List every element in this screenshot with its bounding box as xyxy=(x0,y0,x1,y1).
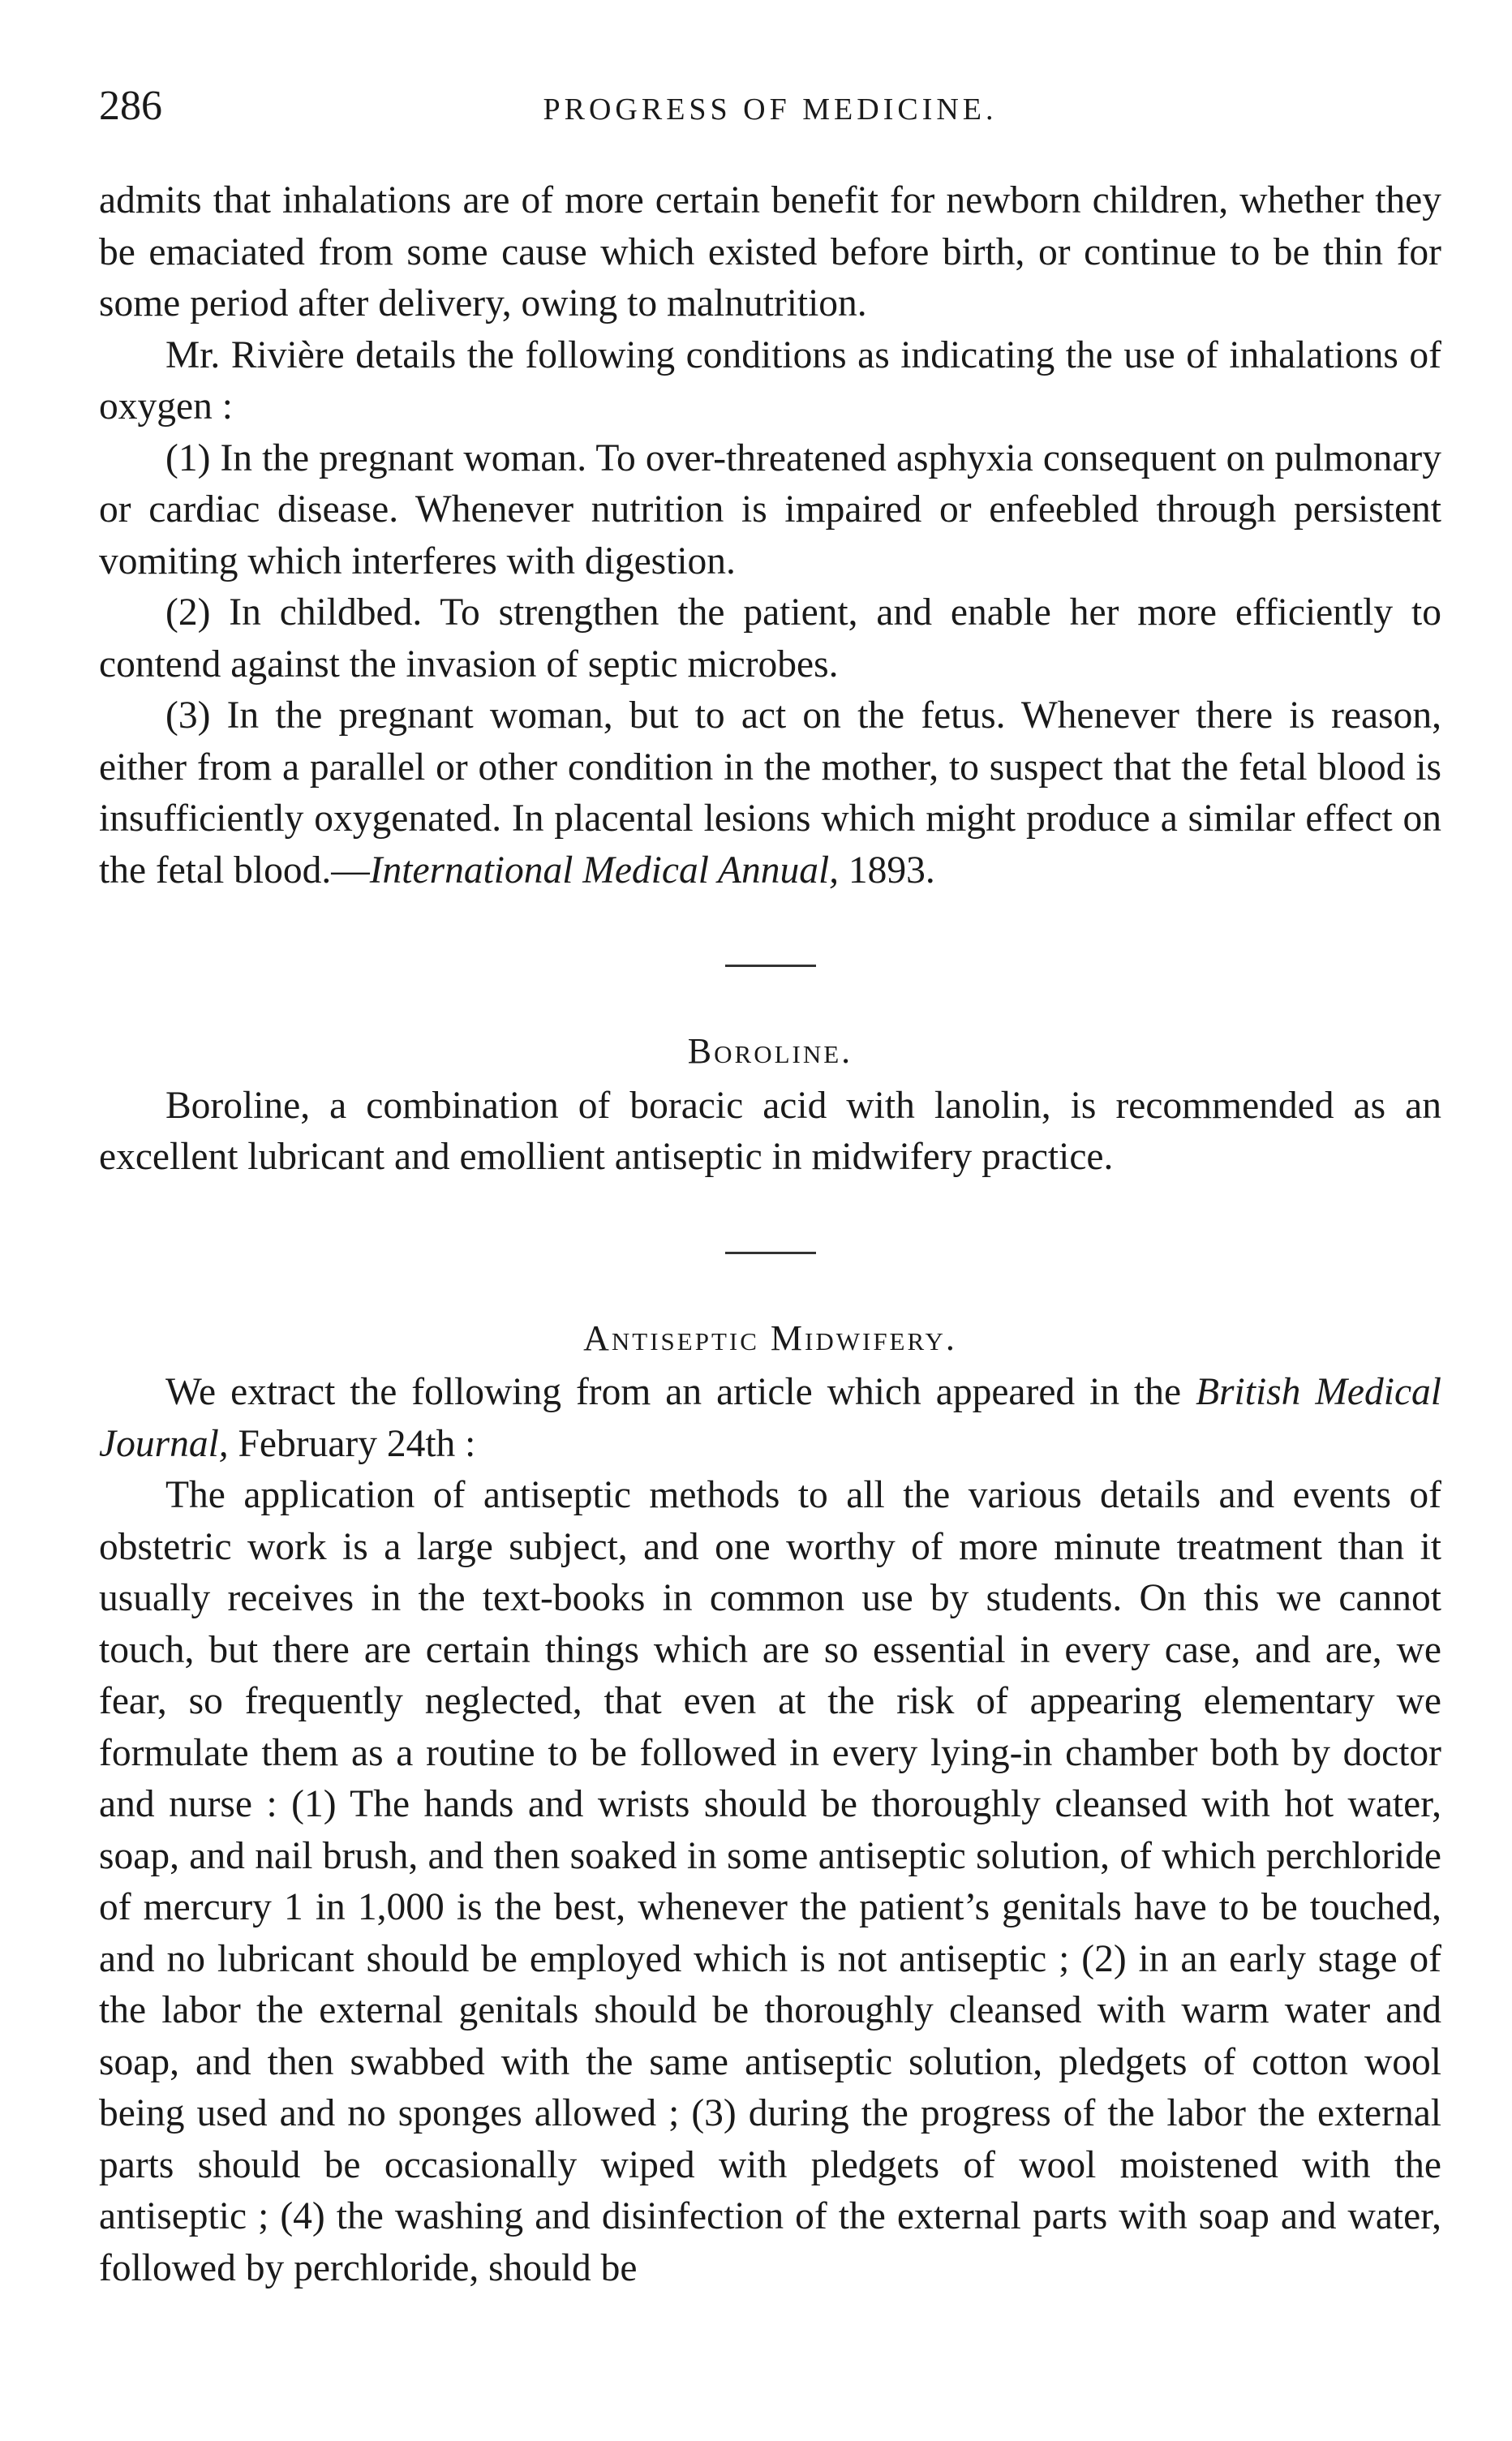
section-heading-antiseptic-midwifery: Antiseptic Midwifery. xyxy=(583,1317,957,1358)
oxygen-condition-1: (1) In the pregnant woman. To over-threatened asphyxia consequent on pulmonary or cardiac disease. Whenever nutrition is impaired or enfeebled through persistent vomiting which interferes with digestion. xyxy=(99,436,1441,582)
page-body xyxy=(99,175,1441,2294)
page-number: 286 xyxy=(99,83,162,129)
citation-source: International Medical Annual, xyxy=(369,849,840,892)
journal-title: British Medical Journal, xyxy=(99,1371,1441,1465)
section-heading-boroline: Boroline. xyxy=(687,1031,853,1071)
citation-year: 1893. xyxy=(839,849,935,892)
oxygen-paragraph-continued: admits that inhalations are of more certain benefit for newborn children, whether they be emaciated from some cause which existed before birth, or continue to be thin for some period after delivery, owing to malnutrition. xyxy=(99,179,1441,324)
oxygen-condition-2: (2) In childbed. To strengthen the patient, and enable her more efficiently to contend against the invasion of septic microbes. xyxy=(99,591,1441,685)
antiseptic-methods-paragraph: The application of antiseptic methods to all the various details and events of obstetric work is a large subject, and one worthy of more minute treatment than it usually receives in the text-books in common use by students. On this we cannot touch, but there are certain things which are so essential in every case, and are, we fear, so frequently neglected, that even at the risk of appearing elementary we formulate them as a routine to be followed in every lying-in chamber both by doctor and nurse : (1) The hands and wrists should be thoroughly cleansed with hot water, soap, and nail brush, and then soaked in some antiseptic solution, of which perchloride of mercury 1 in 1,000 is the best, whenever the patient’s genitals have to be touched, and no lubricant should be employed which is not antiseptic ; (2) in an early stage of the labor the external genitals should be thoroughly cleansed with warm water and soap, and then swabbed with the same antiseptic solution, pledgets of cotton wool being used and no sponges allowed ; (3) during the progress of the labor the external parts should be occasionally wiped with pledgets of wool moistened with the antiseptic ; (4) the washing and disinfection of the external parts with soap and water, followed by perchloride, should be xyxy=(99,1474,1441,2289)
oxygen-condition-3 xyxy=(99,690,1441,896)
antiseptic-intro-date: February 24th : xyxy=(228,1422,476,1465)
oxygen-paragraph-conditions-intro: Mr. Rivière details the following conditions as indicating the use of inhalations of oxygen : xyxy=(99,333,1441,428)
page-header xyxy=(99,78,1441,135)
boroline-paragraph: Boroline, a combination of boracic acid with lanolin, is recommended as an excellent lubricant and emollient antiseptic in midwifery practice. xyxy=(99,1084,1441,1178)
antiseptic-intro-paragraph xyxy=(99,1367,1441,1470)
oxygen-condition-3-text: (3) In the pregnant woman, but to act on the fetus. Whenever there is reason, either from a parallel or other condition in the mother, to suspect that the fetal blood is insufficiently oxygenated. In placental lesions which might produce a similar effect on the fetal blood.— xyxy=(99,694,1441,892)
section-divider xyxy=(725,965,816,967)
running-head: PROGRESS OF MEDICINE. xyxy=(543,92,998,127)
antiseptic-intro-text: We extract the following from an article which appeared in the xyxy=(165,1371,1196,1413)
section-divider xyxy=(725,1252,816,1254)
